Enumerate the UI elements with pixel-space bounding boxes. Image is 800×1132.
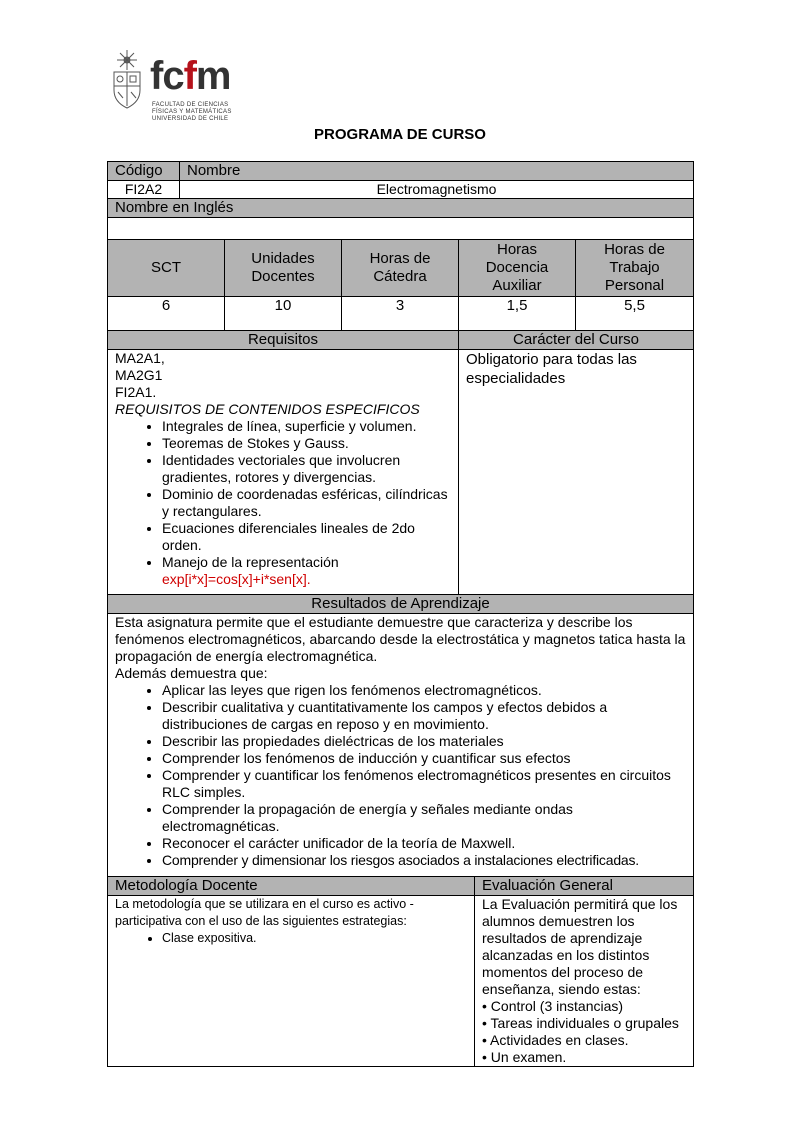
requisito-course: MA2G1 bbox=[115, 367, 163, 383]
list-item: • Comprender y dimensionar los riesgos asociados a instalaciones electrificadas. bbox=[162, 852, 686, 869]
english-name-row bbox=[108, 218, 694, 240]
evaluacion-text: La Evaluación permitirá que los alumnos demuestren los resultados de aprendizaje alcanzadas en los distintos momentos del proceso de enseñanza, siendo estas: bbox=[482, 896, 678, 997]
list-item: • Describir las propiedades dieléctricas de los materiales bbox=[162, 733, 686, 750]
list-item: • Aplicar las leyes que rigen los fenómenos electromagnéticos. bbox=[162, 682, 686, 699]
evaluacion-cell bbox=[475, 896, 694, 1067]
hours-value-sct: 6 bbox=[108, 297, 225, 331]
hours-values-row bbox=[108, 297, 694, 331]
evaluacion-item: • Tareas individuales o grupales bbox=[482, 1015, 679, 1031]
list-item: • Clase expositiva. bbox=[162, 930, 467, 947]
list-item: • Comprender la propagación de energía y señales mediante ondas electromagnéticas. bbox=[162, 801, 686, 835]
english-name bbox=[108, 218, 694, 240]
metodologia-header: Metodología Docente bbox=[108, 877, 475, 896]
hours-header-sct: SCT bbox=[108, 240, 225, 297]
resultados-header-row bbox=[108, 595, 694, 614]
course-code: FI2A2 bbox=[108, 181, 180, 199]
hours-value-unidades: 10 bbox=[225, 297, 342, 331]
metodologia-header-row bbox=[108, 877, 694, 896]
metodologia-text: La metodología que se utilizara en el curso es activo - participativa con el uso de las siguientes estrategias: bbox=[115, 897, 414, 928]
list-item: • Integrales de línea, superficie y volumen. bbox=[162, 418, 451, 435]
resultados-header: Resultados de Aprendizaje bbox=[108, 595, 694, 614]
code-name-header-row bbox=[108, 162, 694, 181]
caracter-header: Carácter del Curso bbox=[459, 331, 694, 350]
hours-value-personal: 5,5 bbox=[576, 297, 694, 331]
resultados-lead: Además demuestra que: bbox=[115, 665, 268, 681]
resultados-intro: Esta asignatura permite que el estudiante demuestre que caracteriza y describe los fenómenos electromagnéticos, abarcando desde la electrostática y magnetos tatica hasta la propagación de energía electromagnética. bbox=[115, 614, 686, 664]
code-name-row bbox=[108, 181, 694, 199]
requisitos-header-row bbox=[108, 331, 694, 350]
fcfm-logo bbox=[110, 46, 250, 132]
list-item: • Comprender y cuantificar los fenómenos electromagnéticos presentes en circuitos RLC simples. bbox=[162, 767, 686, 801]
resultados-list bbox=[115, 682, 686, 869]
requisitos-contents-title: REQUISITOS DE CONTENIDOS ESPECIFICOS bbox=[115, 401, 420, 417]
metodologia-list bbox=[115, 930, 467, 947]
course-table bbox=[107, 161, 694, 1067]
hours-value-catedra: 3 bbox=[342, 297, 459, 331]
formula-text: exp[i*x]=cos[x]+i*sen[x]. bbox=[162, 571, 311, 587]
requisito-course: MA2A1, bbox=[115, 350, 165, 366]
list-item: • Identidades vectoriales que involucren gradientes, rotores y divergencias. bbox=[162, 452, 451, 486]
metodologia-row bbox=[108, 896, 694, 1067]
hours-header-unidades: Unidades Docentes bbox=[225, 240, 342, 297]
requisitos-cell bbox=[108, 350, 459, 595]
list-item: • Dominio de coordenadas esféricas, cilíndricas y rectangulares. bbox=[162, 486, 451, 520]
evaluacion-item: • Un examen. bbox=[482, 1049, 567, 1065]
code-header: Código bbox=[108, 162, 180, 181]
name-header: Nombre bbox=[180, 162, 694, 181]
list-item: • Reconocer el carácter unificador de la teoría de Maxwell. bbox=[162, 835, 686, 852]
requisitos-header: Requisitos bbox=[108, 331, 459, 350]
hours-header-personal: Horas de Trabajo Personal bbox=[576, 240, 694, 297]
requisitos-row bbox=[108, 350, 694, 595]
evaluacion-item: • Actividades en clases. bbox=[482, 1032, 629, 1048]
english-header-row bbox=[108, 199, 694, 218]
list-item-text: • Manejo de la representación bbox=[162, 554, 339, 570]
list-item bbox=[162, 554, 451, 588]
fcfm-subtitle: FACULTAD DE CIENCIAS FÍSICAS Y MATEMÁTICAS UNIVERSIDAD DE CHILE bbox=[152, 102, 232, 122]
page-title: PROGRAMA DE CURSO bbox=[314, 126, 486, 143]
caracter-text: Obligatorio para todas las especialidades bbox=[459, 350, 694, 595]
list-item: • Teoremas de Stokes y Gauss. bbox=[162, 435, 451, 452]
requisitos-contents-list bbox=[115, 418, 451, 588]
course-name: Electromagnetismo bbox=[180, 181, 694, 199]
hours-header-auxiliar: Horas Docencia Auxiliar bbox=[459, 240, 576, 297]
hours-value-auxiliar: 1,5 bbox=[459, 297, 576, 331]
metodologia-cell bbox=[108, 896, 475, 1067]
evaluacion-header: Evaluación General bbox=[475, 877, 694, 896]
university-seal-icon bbox=[110, 50, 144, 110]
requisito-course: FI2A1. bbox=[115, 384, 157, 400]
resultados-cell bbox=[108, 614, 694, 877]
list-item: • Comprender los fenómenos de inducción y cuantificar sus efectos bbox=[162, 750, 686, 767]
list-item: • Describir cualitativa y cuantitativamente los campos y efectos debidos a distribuciones de cargas en reposo y en movimiento. bbox=[162, 699, 686, 733]
resultados-row bbox=[108, 614, 694, 877]
english-name-header: Nombre en Inglés bbox=[108, 199, 694, 218]
fcfm-wordmark: fcfm bbox=[150, 54, 231, 98]
evaluacion-item: • Control (3 instancias) bbox=[482, 998, 624, 1014]
hours-header-row bbox=[108, 240, 694, 297]
list-item: • Ecuaciones diferenciales lineales de 2do orden. bbox=[162, 520, 451, 554]
hours-header-catedra: Horas de Cátedra bbox=[342, 240, 459, 297]
